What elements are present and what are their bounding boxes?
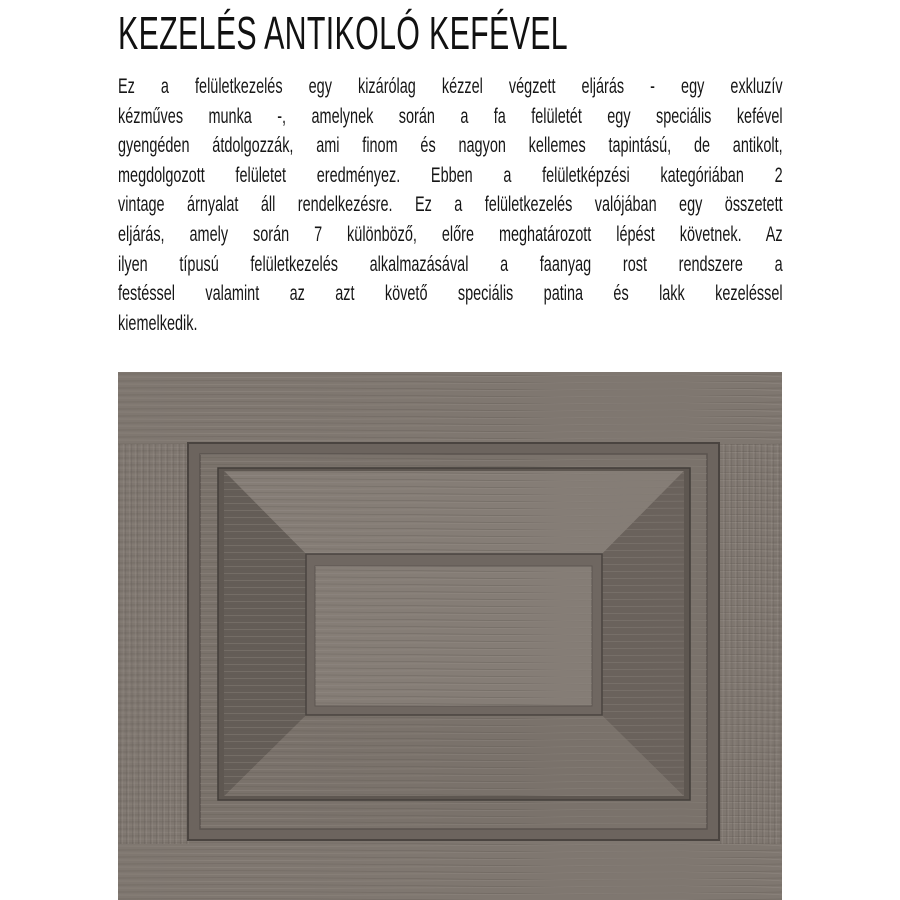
paragraph-line-text: eljárás, amely során 7 különböző, előre meghatározott lépést követnek. Az	[118, 222, 783, 246]
paragraph-line	[118, 220, 783, 250]
description-paragraph	[118, 72, 783, 338]
paragraph-line	[118, 161, 783, 191]
paragraph-line	[118, 190, 783, 220]
paragraph-line	[118, 131, 783, 161]
paragraph-line-text: vintage árnyalat áll rendelkezésre. Ez a felületkezelés valójában egy összetett	[118, 193, 783, 217]
wood-panel-photo	[118, 372, 782, 900]
paragraph-line	[118, 279, 783, 309]
paragraph-line-text: kiemelkedik.	[118, 311, 198, 335]
paragraph-line	[118, 102, 783, 132]
page-title: KEZELÉS ANTIKOLÓ KEFÉVEL	[118, 7, 568, 59]
paragraph-line-text: megdolgozott felületet eredményez. Ebben a felületképzési kategóriában 2	[118, 163, 783, 187]
paragraph-line-text: gyengéden átdolgozzák, ami finom és nagyon kellemes tapintású, de antikolt,	[118, 134, 783, 158]
paragraph-line	[118, 250, 783, 280]
paragraph-line-text: Ez a felületkezelés egy kizárólag kézzel végzett eljárás - egy exkluzív	[118, 75, 783, 98]
paragraph-line	[118, 309, 783, 339]
paragraph-line-text: festéssel valamint az azt követő speciális patina és lakk kezeléssel	[118, 282, 783, 306]
paragraph-line-text: ilyen típusú felületkezelés alkalmazásával a faanyag rost rendszere a	[118, 252, 783, 276]
paragraph-line	[118, 72, 783, 102]
paragraph-line-text: kézműves munka -, amelynek során a fa felületét egy speciális kefével	[118, 104, 783, 128]
